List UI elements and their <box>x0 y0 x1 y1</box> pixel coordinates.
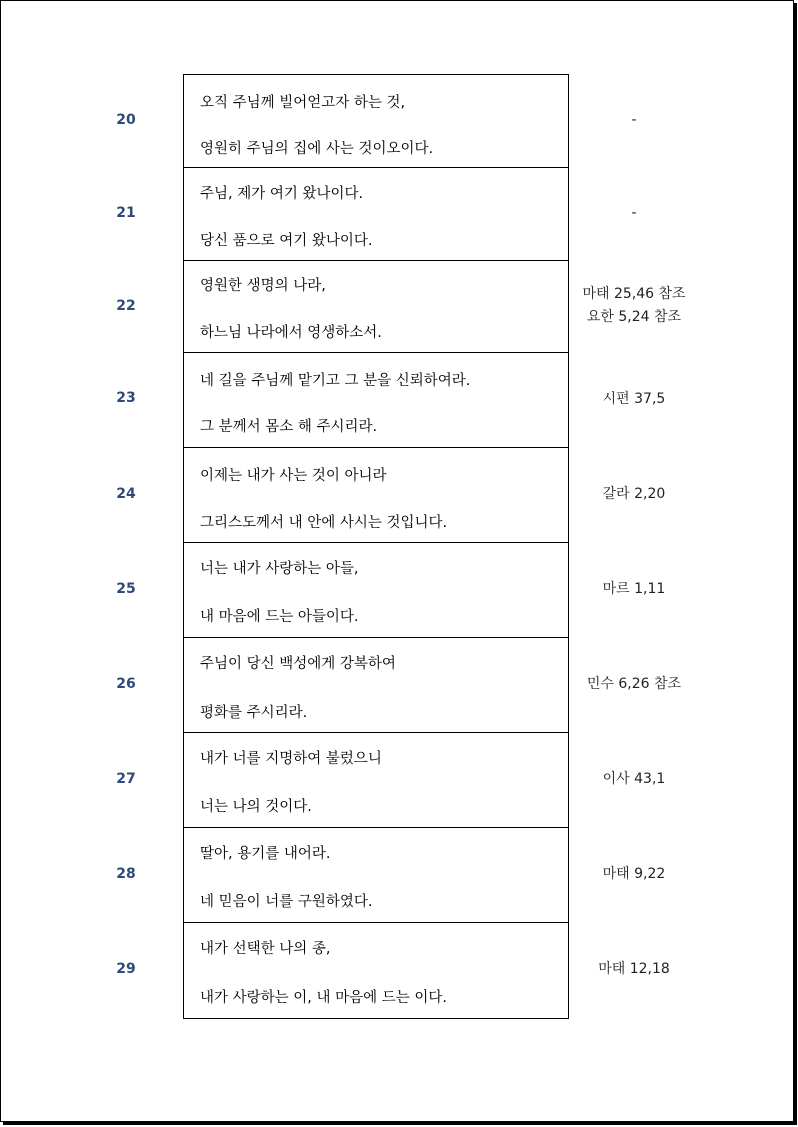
verse-line-2: 영원히 주님의 집에 사는 것이오이다. <box>200 141 434 157</box>
table-row <box>1 827 795 923</box>
reference: - <box>631 112 637 128</box>
reference: 마태 9,22 <box>602 866 666 882</box>
verse-cell <box>183 637 569 733</box>
verse-line-1: 이제는 내가 사는 것이 아니라 <box>200 468 387 484</box>
row-number: 24 <box>116 486 136 502</box>
verse-line-2: 그 분께서 몸소 해 주시리라. <box>200 419 378 435</box>
verse-line-2: 네 믿음이 너를 구원하였다. <box>200 894 373 910</box>
verse-line-2: 내 마음에 드는 아들이다. <box>200 609 359 625</box>
verse-line-1: 주님, 제가 여기 왔나이다. <box>200 186 364 202</box>
reference: 민수 6,26 참조 <box>586 676 682 692</box>
row-number: 23 <box>116 390 136 406</box>
table-row <box>1 74 795 168</box>
verse-line-2: 당신 품으로 여기 왔나이다. <box>200 233 373 249</box>
verse-line-1: 딸아, 용기를 내어라. <box>200 846 331 862</box>
verse-cell <box>183 167 569 261</box>
verse-cell <box>183 352 569 448</box>
row-number: 28 <box>116 866 136 882</box>
verse-line-2: 너는 나의 것이다. <box>200 799 312 815</box>
table-row <box>1 542 795 638</box>
row-number: 21 <box>116 205 136 221</box>
table-row <box>1 637 795 733</box>
verse-line-1: 주님이 당신 백성에게 강복하여 <box>200 656 396 672</box>
reference: 마르 1,11 <box>602 581 666 597</box>
verse-line-2: 그리스도께서 내 안에 사시는 것입니다. <box>200 515 448 531</box>
verse-line-2: 평화를 주시리라. <box>200 705 308 721</box>
table-row <box>1 447 795 543</box>
verse-cell <box>183 827 569 923</box>
verse-cell <box>183 922 569 1019</box>
verse-line-1: 내가 선택한 나의 종, <box>200 941 331 957</box>
verse-cell <box>183 74 569 168</box>
table-row <box>1 732 795 828</box>
verse-line-2: 하느님 나라에서 영생하소서. <box>200 325 382 341</box>
reference: 시편 37,5 <box>602 391 666 407</box>
row-number: 20 <box>116 112 136 128</box>
verse-line-2: 내가 사랑하는 이, 내 마음에 드는 이다. <box>200 990 447 1006</box>
reference: 이사 43,1 <box>602 771 666 787</box>
verse-line-1: 영원한 생명의 나라, <box>200 278 326 294</box>
table-row <box>1 260 795 353</box>
row-number: 29 <box>116 961 136 977</box>
row-number: 26 <box>116 676 136 692</box>
table-row <box>1 167 795 261</box>
verse-line-1: 내가 너를 지명하여 불렀으니 <box>200 751 382 767</box>
table-row <box>1 352 795 448</box>
verse-cell <box>183 447 569 543</box>
verse-line-1: 네 길을 주님께 맡기고 그 분을 신뢰하여라. <box>200 373 471 389</box>
row-number: 27 <box>116 771 136 787</box>
row-number: 25 <box>116 581 136 597</box>
reference: - <box>631 205 637 221</box>
reference-2: 요한 5,24 참조 <box>586 309 682 325</box>
verse-line-1: 너는 내가 사랑하는 아들, <box>200 561 359 577</box>
reference-1: 마태 25,46 참조 <box>582 286 686 302</box>
reference: 마태 12,18 <box>598 961 670 977</box>
verse-cell <box>183 260 569 353</box>
row-number: 22 <box>116 298 136 314</box>
verse-line-1: 오직 주님께 빌어얻고자 하는 것, <box>200 95 406 111</box>
verse-cell <box>183 732 569 828</box>
table-row <box>1 922 795 1019</box>
verse-cell <box>183 542 569 638</box>
reference: 갈라 2,20 <box>602 486 666 502</box>
